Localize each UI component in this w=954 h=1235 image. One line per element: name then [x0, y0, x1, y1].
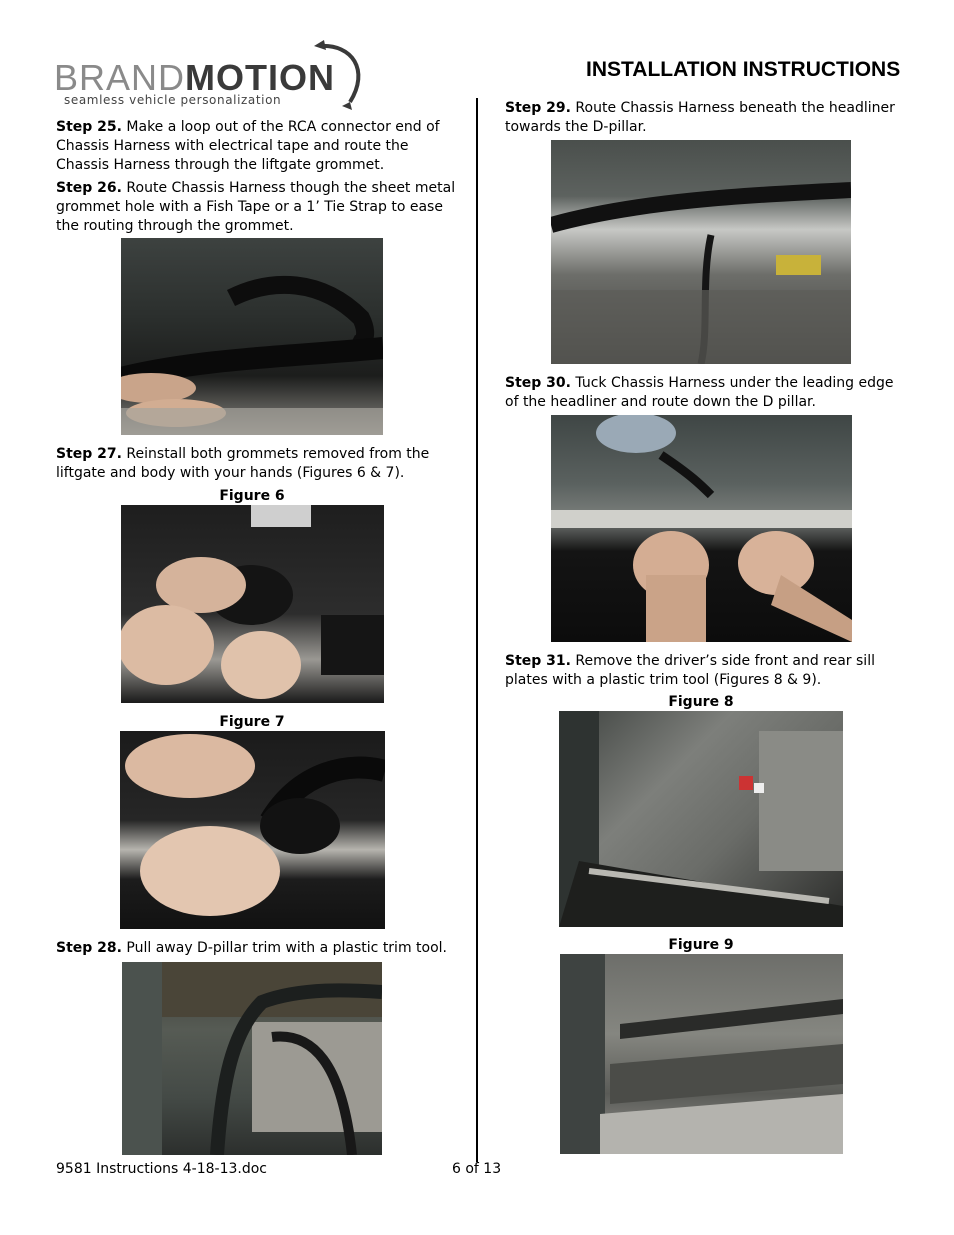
footer-filename: 9581 Instructions 4-18-13.doc [56, 1161, 267, 1177]
figure-6-caption: Figure 6 [219, 488, 285, 504]
step-30 [505, 374, 905, 412]
step-text: Route Chassis Harness beneath the headliner towards the D-pillar. [505, 100, 895, 135]
figure-9-photo [560, 954, 843, 1154]
step-27 [56, 445, 456, 483]
step-text: Pull away D-pillar trim with a plastic trim tool. [121, 940, 447, 956]
figure-8-photo [559, 711, 843, 927]
figure-8-caption: Figure 8 [668, 694, 734, 710]
step-29-photo [551, 140, 851, 364]
step-text: Reinstall both grommets removed from the liftgate and body with your hands (Figures 6 & 7). [56, 446, 430, 481]
step-text: Route Chassis Harness though the sheet metal grommet hole with a Fish Tape or a 1’ Tie Strap to ease the routing through the grommet. [56, 180, 456, 234]
figure-6-photo [121, 505, 384, 703]
figure-7-caption: Figure 7 [219, 714, 285, 730]
logo-tagline: seamless vehicle personalization [64, 93, 282, 107]
step-26 [56, 179, 456, 236]
step-text: Make a loop out of the RCA connector end of Chassis Harness with electrical tape and route the Chassis Harness through the liftgate grommet. [56, 119, 440, 173]
step-label: Step 30. [505, 375, 571, 391]
step-label: Step 27. [56, 446, 122, 462]
step-26-photo [121, 238, 383, 435]
step-28-photo [122, 962, 382, 1155]
step-label: Step 31. [505, 653, 571, 669]
figure-7-photo [120, 731, 385, 929]
page-title: INSTALLATION INSTRUCTIONS [586, 58, 901, 81]
footer-page-number: 6 of 13 [452, 1161, 502, 1177]
step-30-photo [551, 415, 852, 642]
step-29 [505, 99, 905, 137]
step-label: Step 28. [56, 940, 122, 956]
step-label: Step 26. [56, 180, 122, 196]
step-28 [56, 939, 466, 958]
column-divider [476, 98, 478, 1162]
step-text: Tuck Chassis Harness under the leading edge of the headliner and route down the D pillar. [505, 375, 894, 410]
figure-9-caption: Figure 9 [668, 937, 734, 953]
brandmotion-logo [52, 40, 367, 112]
step-31 [505, 652, 905, 690]
logo-brand-text: BRAND [54, 57, 186, 98]
step-text: Remove the driver’s side front and rear sill plates with a plastic trim tool (Figures 8 & 9). [505, 653, 875, 688]
step-25 [56, 118, 456, 175]
logo-motion-text: MOTION [185, 57, 336, 98]
step-label: Step 25. [56, 119, 122, 135]
step-label: Step 29. [505, 100, 571, 116]
